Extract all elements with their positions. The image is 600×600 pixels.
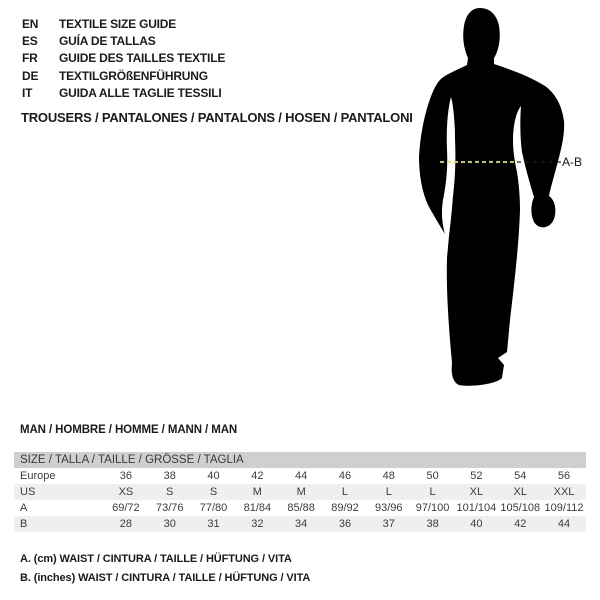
size-value-cell: 52 bbox=[470, 470, 483, 482]
size-value-cell: L bbox=[385, 486, 392, 498]
size-value-cell: M bbox=[296, 486, 306, 498]
size-value-cell: 30 bbox=[163, 518, 176, 530]
size-value-cell: 38 bbox=[163, 470, 176, 482]
size-value-cell: 42 bbox=[251, 470, 264, 482]
size-value-cell: 38 bbox=[426, 518, 439, 530]
size-value-cell: 56 bbox=[557, 470, 571, 482]
language-code: IT bbox=[22, 86, 33, 101]
size-table-body bbox=[14, 468, 586, 532]
size-value-cell: 69/72 bbox=[112, 502, 140, 514]
size-value-cell: 32 bbox=[251, 518, 264, 530]
size-value-cell: 40 bbox=[470, 518, 483, 530]
size-value-cell: 93/96 bbox=[375, 502, 403, 514]
size-value-cell: 101/104 bbox=[456, 502, 497, 514]
language-code: DE bbox=[22, 68, 39, 83]
size-value-cell: 73/76 bbox=[155, 502, 184, 514]
footnote: B. (inches) WAIST / CINTURA / TAILLE / HÜFTUNG / VITA bbox=[20, 572, 311, 584]
table-row bbox=[14, 500, 586, 516]
table-title: MAN / HOMBRE / HOMME / MANN / MAN bbox=[20, 424, 238, 436]
size-value-cell: 54 bbox=[514, 470, 527, 482]
table-row bbox=[14, 468, 586, 484]
row-label: A bbox=[20, 502, 28, 514]
size-value-cell: 97/100 bbox=[415, 502, 450, 514]
row-label: US bbox=[20, 486, 36, 498]
size-value-cell: 50 bbox=[426, 470, 439, 482]
size-value-cell: 42 bbox=[514, 518, 527, 530]
size-value-cell: 31 bbox=[207, 518, 220, 530]
size-value-cell: 36 bbox=[119, 470, 133, 482]
size-value-cell: 44 bbox=[295, 470, 308, 482]
size-value-cell: XXL bbox=[553, 486, 575, 498]
row-label: Europe bbox=[20, 470, 56, 482]
measure-label-a-b: A-B bbox=[562, 155, 583, 169]
language-guide-text: GUIDA ALLE TAGLIE TESSILI bbox=[59, 86, 222, 101]
size-value-cell: 46 bbox=[338, 470, 352, 482]
size-value-cell: 44 bbox=[557, 518, 571, 530]
table-row bbox=[14, 484, 586, 500]
size-value-cell: S bbox=[166, 486, 174, 498]
size-value-cell: 28 bbox=[119, 518, 133, 530]
size-value-cell: 109/112 bbox=[544, 502, 584, 514]
size-value-cell: S bbox=[209, 486, 218, 498]
size-value-cell: 36 bbox=[338, 518, 352, 530]
language-code: FR bbox=[22, 51, 38, 66]
size-value-cell: L bbox=[429, 486, 436, 498]
size-value-cell: 85/88 bbox=[287, 502, 315, 514]
category-title: TROUSERS / PANTALONES / PANTALONS / HOSEN / PANTALONI bbox=[21, 110, 413, 125]
size-table-header: SIZE / TALLA / TAILLE / GRÖSSE / TAGLIA bbox=[14, 452, 586, 468]
language-guide-text: GUÍA DE TALLAS bbox=[59, 34, 156, 49]
language-guide-text: GUIDE DES TAILLES TEXTILE bbox=[59, 51, 226, 66]
row-label: B bbox=[20, 518, 28, 530]
size-value-cell: 48 bbox=[382, 470, 395, 482]
size-value-cell: XS bbox=[118, 486, 134, 498]
size-value-cell: 34 bbox=[295, 518, 308, 530]
language-code: ES bbox=[22, 34, 38, 49]
size-value-cell: 40 bbox=[207, 470, 220, 482]
size-value-cell: 37 bbox=[382, 518, 395, 530]
language-code: EN bbox=[22, 16, 39, 31]
table-row bbox=[14, 516, 586, 532]
language-guide-text: TEXTILGRÖßENFÜHRUNG bbox=[59, 68, 208, 83]
size-value-cell: 81/84 bbox=[243, 502, 272, 514]
man-silhouette bbox=[419, 8, 564, 386]
footnotes bbox=[20, 550, 310, 588]
language-guide-text: TEXTILE SIZE GUIDE bbox=[59, 16, 177, 31]
size-value-cell: XL bbox=[513, 486, 527, 498]
footnote: A. (cm) WAIST / CINTURA / TAILLE / HÜFTUNG / VITA bbox=[20, 553, 292, 565]
size-value-cell: 105/108 bbox=[500, 502, 541, 514]
size-value-cell: 77/80 bbox=[199, 502, 228, 514]
size-value-cell: L bbox=[341, 486, 349, 498]
size-table bbox=[14, 452, 586, 532]
size-value-cell: 89/92 bbox=[331, 502, 359, 514]
size-value-cell: XL bbox=[469, 486, 484, 498]
size-value-cell: M bbox=[252, 486, 262, 498]
